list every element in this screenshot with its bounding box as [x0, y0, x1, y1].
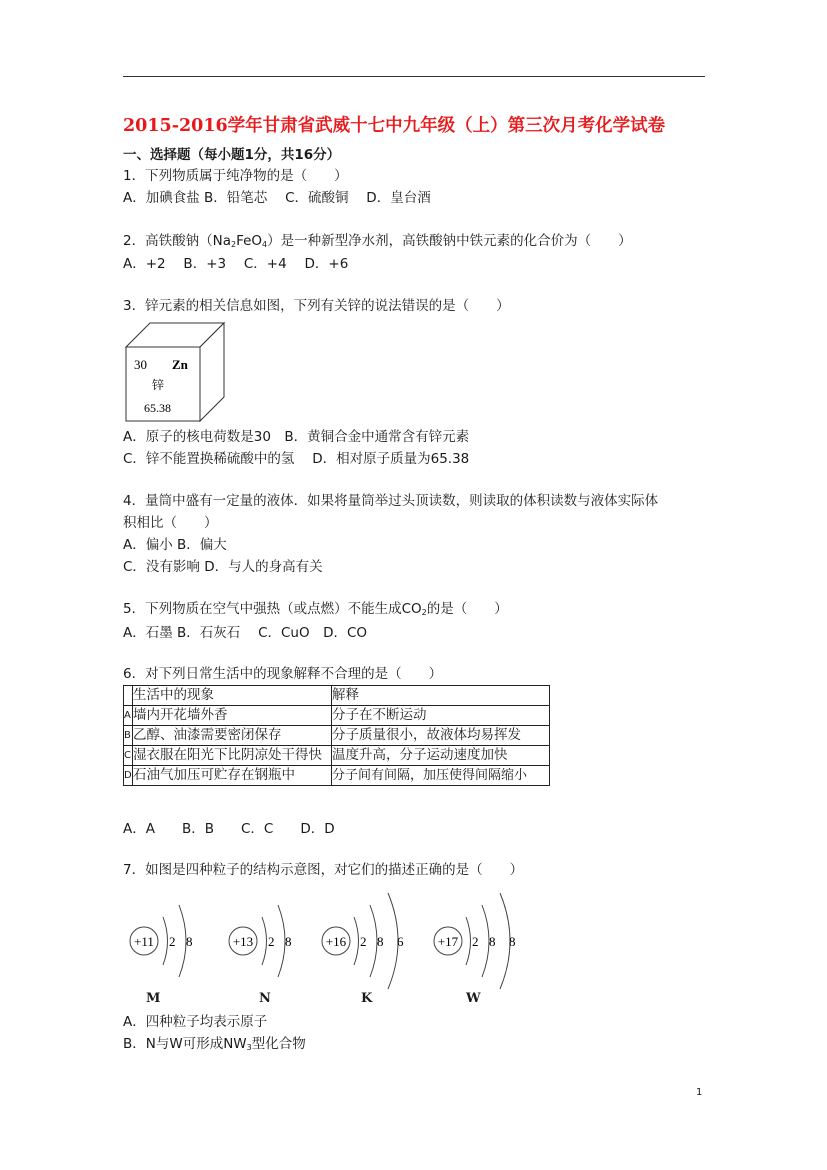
svg-text:2: 2	[169, 934, 176, 949]
svg-text:8: 8	[186, 934, 193, 949]
row-explanation: 温度升高，分子运动速度加快	[332, 746, 550, 766]
table-header-cell: 生活中的现象	[133, 686, 332, 706]
q2-stem: 2．高铁酸钠$(Na_2FeO_4)$是一种新型净水剂，高铁酸钠中铁元素的化合价为（ ）	[123, 233, 632, 249]
table-row	[124, 766, 550, 786]
svg-text:+11: +11	[134, 934, 154, 949]
table-header-cell: 解释	[332, 686, 550, 706]
svg-text:2: 2	[268, 934, 275, 949]
q3-options-cd: C．锌不能置换稀硫酸中的氢 D．相对原子质量为65.38	[123, 451, 470, 467]
row-explanation: 分子在不断运动	[332, 706, 550, 726]
section-heading: 一、选择题（每小题1分，共16分）	[123, 147, 341, 163]
svg-text:2: 2	[360, 934, 367, 949]
svg-text:8: 8	[377, 934, 384, 949]
table-header-row	[124, 686, 550, 706]
q7-option-a: A．四种粒子均表示原子	[123, 1014, 268, 1030]
atom-label-n: N	[259, 991, 271, 1006]
atom-diagram-m	[126, 890, 226, 980]
atom-diagram-w	[430, 890, 530, 990]
zn-name: 锌	[152, 378, 165, 392]
q3-stem: 3．锌元素的相关信息如图，下列有关锌的说法错误的是（ ）	[123, 298, 510, 314]
svg-text:+13: +13	[232, 934, 254, 949]
row-phenomenon: 湿衣服在阳光下比阴凉处干得快	[133, 746, 332, 766]
q6-table	[123, 685, 550, 786]
svg-text:+16: +16	[325, 934, 347, 949]
svg-text:6: 6	[397, 934, 404, 949]
q4-options-cd: C．没有影响 D．与人的身高有关	[123, 559, 323, 575]
svg-text:8: 8	[489, 934, 496, 949]
row-phenomenon: 石油气加压可贮存在钢瓶中	[133, 766, 332, 786]
svg-text:8: 8	[509, 934, 516, 949]
atom-diagram-k	[318, 890, 418, 990]
table-row	[124, 746, 550, 766]
atom-label-k: K	[361, 991, 373, 1006]
q2-options: A．+2 B．+3 C．+4 D．+6	[123, 256, 349, 272]
q7-stem: 7．如图是四种粒子的结构示意图，对它们的描述正确的是（ ）	[123, 862, 524, 878]
q6-options: A．A B．B C．C D．D	[123, 821, 335, 837]
svg-text:8: 8	[285, 934, 292, 949]
q7-option-b: B．N与W可形成$NW_3$型化合物	[123, 1036, 306, 1052]
row-explanation: 分子质量很小，故液体均易挥发	[332, 726, 550, 746]
table-row	[124, 726, 550, 746]
row-phenomenon: 墙内开花墙外香	[133, 706, 332, 726]
exam-title: 2015-2016学年甘肃省武威十七中九年级（上）第三次月考化学试卷	[123, 116, 666, 136]
row-key: C	[124, 746, 133, 766]
q4-options-ab: A．偏小 B．偏大	[123, 537, 227, 553]
svg-text:2: 2	[472, 934, 479, 949]
row-explanation: 分子间有间隔，加压使得间隔缩小	[332, 766, 550, 786]
q5-stem: 5．下列物质在空气中强热（或点燃）不能生成$CO_2$的是（ ）	[123, 601, 508, 617]
q1-stem: 1．下列物质属于纯净物的是（ ）	[123, 168, 348, 184]
table-row	[124, 706, 550, 726]
atom-label-w: W	[466, 991, 481, 1006]
svg-text:+17: +17	[437, 934, 459, 949]
zn-mass: 65.38	[144, 401, 171, 415]
row-key: D	[124, 766, 133, 786]
row-phenomenon: 乙醇、油漆需要密闭保存	[133, 726, 332, 746]
q4-stem-line1: 4．量筒中盛有一定量的液体．如果将量筒举过头顶读数，则读取的体积读数与液体实际体	[123, 493, 659, 509]
q6-stem: 6．对下列日常生活中的现象解释不合理的是（ ）	[123, 666, 443, 682]
q5-options: A．石墨 B．石灰石 C．CuO D．CO	[123, 625, 368, 641]
row-key: A	[124, 706, 133, 726]
row-key: B	[124, 726, 133, 746]
page-number: 1	[696, 1087, 703, 1098]
q4-stem-line2: 积相比（ ）	[123, 515, 218, 531]
zn-symbol: Zn	[172, 357, 188, 372]
atom-label-m: M	[146, 991, 161, 1006]
q1-options: A．加碘食盐 B．铅笔芯 C．硫酸铜 D．皇台酒	[123, 190, 431, 206]
header-rule	[123, 76, 705, 77]
atom-diagram-n	[225, 890, 325, 980]
zn-atomic-number: 30	[134, 357, 147, 372]
zinc-element-card	[124, 321, 228, 423]
q3-options-ab: A．原子的核电荷数是30 B．黄铜合金中通常含有锌元素	[123, 429, 470, 445]
